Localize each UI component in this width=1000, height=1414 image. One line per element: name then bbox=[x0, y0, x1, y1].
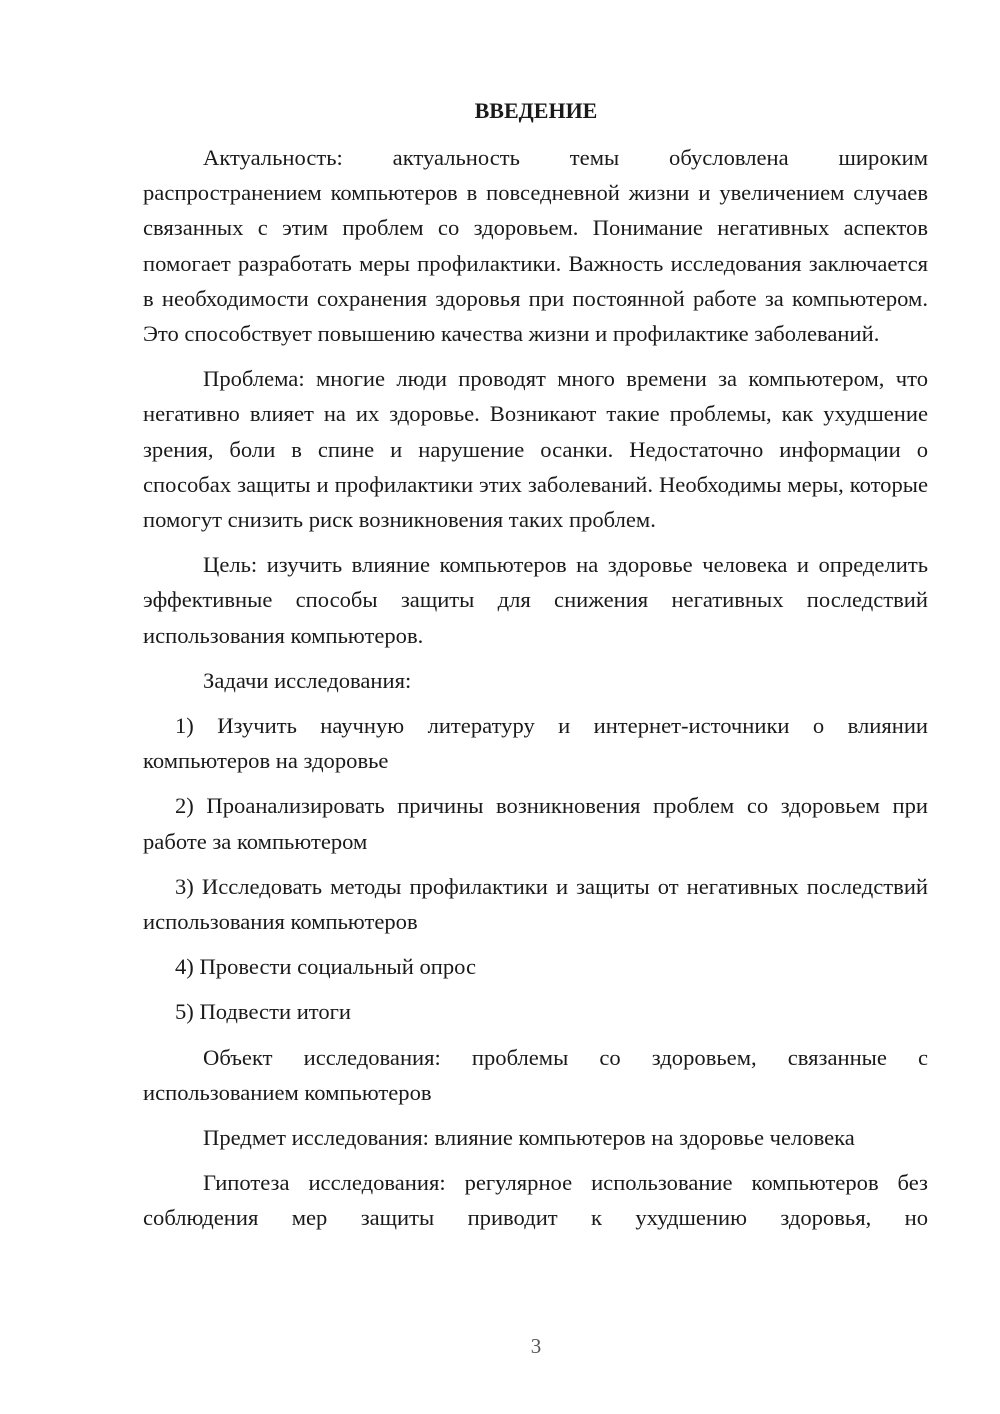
task-item-3: 3) Исследовать методы профилактики и защиты от негативных последствий использования компьютеров bbox=[143, 873, 928, 935]
page-number: 3 bbox=[530, 1334, 542, 1358]
task-item-5: 5) Подвести итоги bbox=[175, 999, 352, 1025]
paragraph-goal: Цель: изучить влияние компьютеров на здоровье человека и определить эффективные способы защиты для снижения негативных последствий использования компьютеров. bbox=[143, 552, 928, 648]
task-item-2: 2) Проанализировать причины возникновения проблем со здоровьем при работе за компьютером bbox=[143, 793, 928, 854]
page-title: ВВЕДЕНИЕ bbox=[474, 98, 598, 123]
task-item-1: 1) Изучить научную литературу и интернет-источники о влиянии компьютеров на здоровье bbox=[143, 713, 928, 774]
paragraph-relevance: Актуальность: актуальность темы обусловлена широким распространением компьютеров в повседневной жизни и увеличением случаев связанных с этим проблем со здоровьем. Понимание негативных аспектов помогает разработать меры профилактики. Важность исследования заключается в необходимости сохранения здоровья при постоянной работе за компьютером. Это способствует повышению качества жизни и профилактике заболеваний. bbox=[143, 145, 928, 347]
document-body bbox=[143, 140, 928, 1236]
paragraph-subject: Предмет исследования: влияние компьютеров на здоровье человека bbox=[203, 1125, 855, 1151]
paragraph-problem: Проблема: многие люди проводят много времени за компьютером, что негативно влияет на их здоровье. Возникают такие проблемы, как ухудшение зрения, боли в спине и нарушение осанки. Недостаточно информации о способах защиты и профилактики этих заболеваний. Необходимы меры, которые помогут снизить риск возникновения таких проблем. bbox=[143, 366, 928, 533]
task-item-4: 4) Провести социальный опрос bbox=[175, 954, 477, 980]
paragraph-hypothesis: Гипотеза исследования: регулярное использование компьютеров без соблюдения мер защиты приводит к ухудшению здоровья, но bbox=[143, 1170, 928, 1231]
paragraph-object: Объект исследования: проблемы со здоровьем, связанные с использованием компьютеров bbox=[143, 1044, 928, 1105]
paragraph-tasks-title: Задачи исследования: bbox=[203, 667, 412, 693]
